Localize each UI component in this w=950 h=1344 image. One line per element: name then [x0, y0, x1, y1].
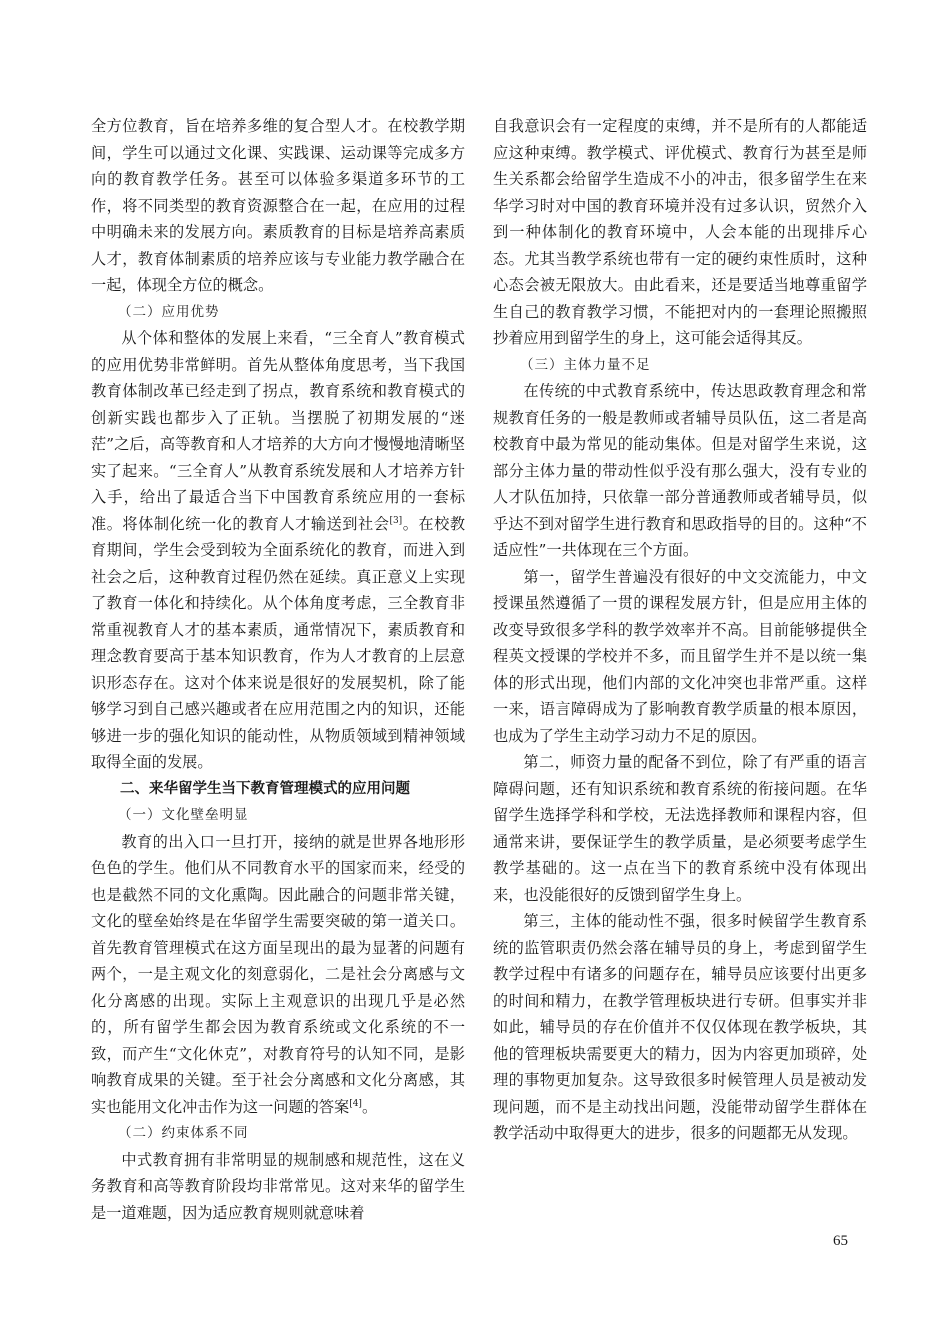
paragraph: 第一，留学生普遍没有很好的中文交流能力，中文授课虽然遵循了一贯的课程发展方针，但是应用主体的改变导致很多学科的教学效率并不高。目前能够提供全程英文授课的学校并不多，而且留学生并不是以统一集体的形式出现，他们内部的文化冲突也非常严重。这样一来，语言障碍成为了影响教育教学质量的根本原因，也成为了学生主动学习动力不足的原因。 [493, 567, 867, 745]
paragraph-text: 。 [361, 1097, 378, 1116]
paragraph: 在传统的中式教育系统中，传达思政教育理念和常规教育任务的一般是教师或者辅导员队伍，这二者是高校教育中最为常见的能动集体。但是对留学生来说，这部分主体力量的带动性似乎没有那么强大，没有专业的人才队伍加持，只依靠一部分普通教师或者辅导员，似乎达不到对留学生进行教育和思政指导的目的。这种“不适应性”一共体现在三个方面。 [493, 382, 867, 559]
paragraph: 全方位教育，旨在培养多维的复合型人才。在校教学期间，学生可以通过文化课、实践课、运动课等完成多方向的教育教学任务。甚至可以体验多渠道多环节的工作，将不同类型的教育资源整合在一起，在应用的过程中明确未来的发展方向。素质教育的目标是培养高素质人才，教育体制素质的培养应该与专业能力教学融合在一起，体现全方位的概念。 [91, 117, 465, 294]
paragraph: 中式教育拥有非常明显的规制感和规范性，这在义务教育和高等教育阶段均非常常见。这对来华的留学生是一道难题，因为适应教育规则就意味着 [91, 1150, 465, 1222]
citation-ref[interactable]: [3] [389, 515, 403, 526]
paragraph [91, 829, 465, 1121]
subsection-heading: （二）约束体系不同 [118, 1125, 249, 1141]
subsection-heading: （三）主体力量不足 [520, 356, 651, 373]
page-number: 65 [833, 1233, 848, 1249]
citation-ref[interactable]: [4] [349, 1098, 362, 1109]
paragraph-text: 从个体和整体的发展上来看，“三全育人”教育模式的应用优势非常鲜明。首先从整体角度思考，当下我国教育体制改革已经走到了拐点，教育系统和教育模式的创新实践也都步入了正轨。当摆脱了初期发展的“迷茫”之后，高等教育和人才培养的大方向才慢慢地清晰坚实了起来。“三全育人”从教育系统发展和人才培养方针入手，给出了最适合当下中国教育系统应用的一套标准。将体制化统一化的教育人才输送到社会 [91, 329, 465, 533]
right-column [493, 113, 867, 1147]
left-column [91, 113, 465, 1226]
paragraph [91, 325, 465, 776]
paragraph: 第三，主体的能动性不强，很多时候留学生教育系统的监管职责仍然会落在辅导员的身上，考虑到留学生教学过程中有诸多的问题存在，辅导员应该要付出更多的时间和精力，在教学管理板块进行专研。但事实并非如此，辅导员的存在价值并不仅仅体现在教学板块，其他的管理板块需要更大的精力，因为内容更加琐碎，处理的事物更加复杂。这导致很多时候管理人员是被动发现问题，而不是主动找出问题，没能带动留学生群体在教学活动中取得更大的进步，很多的问题都无从发现。 [493, 912, 867, 1142]
section-heading: 二、来华留学生当下教育管理模式的应用问题 [120, 780, 410, 797]
paragraph-text: 。在校教育期间，学生会受到较为全面系统化的教育，而进入到社会之后，这种教育过程仍然在延续。真正意义上实现了教育一体化和持续化。从个体角度考虑，三全教育非常重视教育人才的基本素质，通常情况下，素质教育和理念教育要高于基本知识教育，作为人才教育的上层意识形态存在。这对个体来说是很好的发展契机，除了能够学习到自己感兴趣或者在应用范围之内的知识，还能够进一步的强化知识的能动性，从物质领域到精神领域取得全面的发展。 [91, 514, 466, 771]
paragraph: 第二，师资力量的配备不到位，除了有严重的语言障碍问题，还有知识系统和教育系统的衔接问题。在华留学生选择学科和学校，无法选择教师和课程内容，但通常来讲，要保证学生的教学质量，是必须要考虑学生教学基础的。这一点在当下的教育系统中没有体现出来，也没能很好的反馈到留学生身上。 [493, 753, 867, 904]
subsection-heading: （一）文化壁垒明显 [118, 807, 249, 823]
paragraph-text: 教育的出入口一旦打开，接纳的就是世界各地形形色色的学生。他们从不同教育水平的国家而来，经受的也是截然不同的文化熏陶。因此融合的问题非常关键，文化的壁垒始终是在华留学生需要突破的第一道关口。首先教育管理模式在这方面呈现出的最为显著的问题有两个，一是主观文化的刻意弱化，二是社会分离感与文化分离感的出现。实际上主观意识的出现几乎是必然的，所有留学生都会因为教育系统或文化系统的不一致，而产生“文化休克”，对教育符号的认知不同，是影响教育成果的关键。至于社会分离感和文化分离感，其实也能用文化冲击作为这一问题的答案 [91, 832, 465, 1116]
subsection-heading: （二）应用优势 [118, 303, 220, 320]
paragraph: 自我意识会有一定程度的束缚，并不是所有的人都能适应这种束缚。教学模式、评优模式、教育行为甚至是师生关系都会给留学生造成不小的冲击，很多留学生在来华学习时对中国的教育环境并没有过多认识，贸然介入到一种体制化的教育环境中，人会本能的出现排斥心态。尤其当教学系统也带有一定的硬约束性质时，这种心态会被无限放大。由此看来，还是要适当地尊重留学生自己的教育教学习惯，不能把对内的一套理论照搬照抄着应用到留学生的身上，这可能会适得其反。 [493, 117, 867, 347]
